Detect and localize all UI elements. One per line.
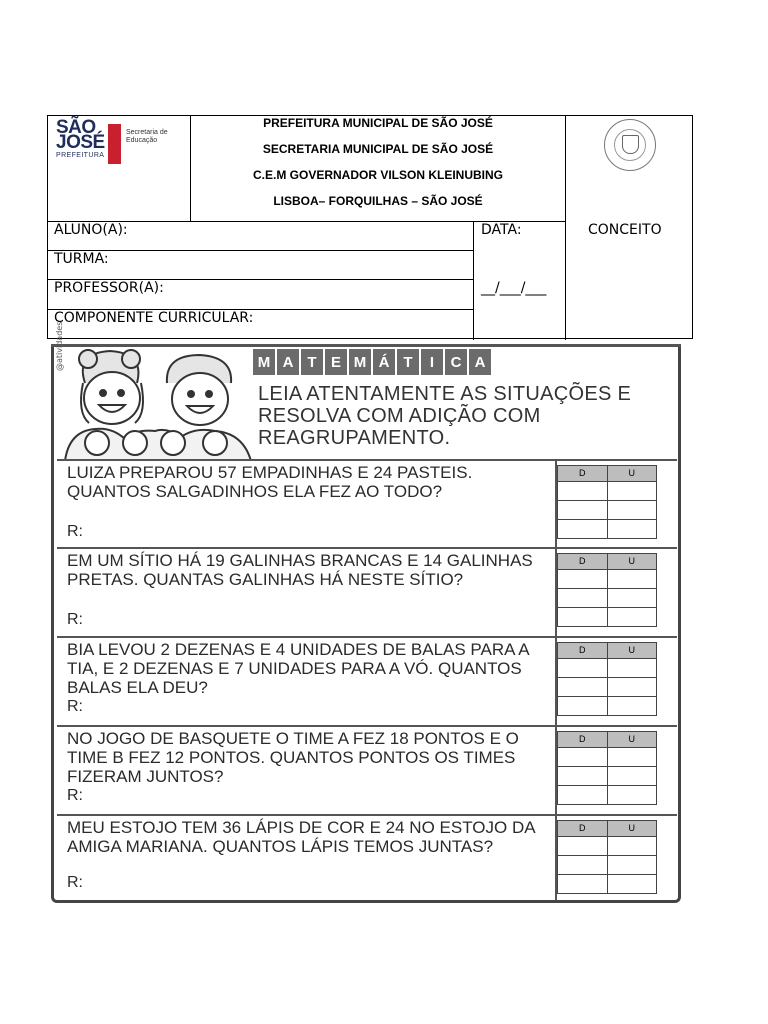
logo-secretaria bbox=[126, 129, 168, 145]
banner-letter: M bbox=[349, 349, 371, 375]
header-line: PREFEITURA MUNICIPAL DE SÃO JOSÉ bbox=[263, 116, 493, 130]
student-name-field[interactable]: ALUNO(A): bbox=[54, 222, 128, 238]
header-line: C.E.M GOVERNADOR VILSON KLEINUBING bbox=[252, 168, 503, 182]
date-field[interactable]: __/___/___ bbox=[481, 280, 547, 296]
problem-item bbox=[57, 459, 677, 547]
seal-shield-icon bbox=[622, 135, 639, 154]
problem-text: LUIZA PREPAROU 57 EMPADINHAS E 24 PASTEIS. QUANTOS SALGADINHOS ELA FEZ AO TODO? bbox=[67, 463, 473, 501]
logo-badge-icon bbox=[108, 124, 121, 164]
problem-item bbox=[57, 547, 677, 636]
du-header-u: U bbox=[628, 823, 635, 833]
logo-secretaria-line1: Secretaria de bbox=[126, 129, 168, 136]
problem-item bbox=[57, 814, 677, 900]
answer-label[interactable]: R: bbox=[67, 787, 83, 804]
divider bbox=[473, 221, 474, 340]
banner-letter: E bbox=[325, 349, 347, 375]
credit-text: @atividades bbox=[55, 321, 64, 371]
du-grid[interactable] bbox=[557, 553, 657, 627]
banner-letter: A bbox=[277, 349, 299, 375]
sao-jose-logo bbox=[54, 117, 186, 166]
logo-prefeitura: PREFEITURA bbox=[56, 152, 105, 159]
header-table bbox=[47, 115, 693, 339]
answer-label[interactable]: R: bbox=[67, 874, 83, 891]
du-grid[interactable] bbox=[557, 820, 657, 894]
answer-label[interactable]: R: bbox=[67, 523, 83, 540]
du-header-u: U bbox=[628, 556, 635, 566]
class-field[interactable]: TURMA: bbox=[54, 251, 109, 267]
answer-label[interactable]: R: bbox=[67, 611, 83, 628]
du-header-d: D bbox=[558, 643, 608, 658]
banner-letter: C bbox=[445, 349, 467, 375]
banner-letter: T bbox=[301, 349, 323, 375]
du-header-d: D bbox=[558, 821, 608, 836]
date-label: DATA: bbox=[481, 222, 522, 238]
banner-letter: M bbox=[253, 349, 275, 375]
answer-label[interactable]: R: bbox=[67, 698, 83, 715]
du-header-u: U bbox=[628, 734, 635, 744]
logo-name-line2: JOSÉ bbox=[56, 132, 105, 153]
math-worksheet bbox=[47, 321, 687, 907]
logo-name bbox=[56, 117, 105, 153]
problem-text: EM UM SÍTIO HÁ 19 GALINHAS BRANCAS E 14 GALINHAS PRETAS. QUANTAS GALINHAS HÁ NESTE SÍTIO? bbox=[67, 551, 533, 589]
du-header-d: D bbox=[558, 732, 608, 747]
instructions: LEIA ATENTAMENTE AS SITUAÇÕES E RESOLVA COM ADIÇÃO COM REAGRUPAMENTO. bbox=[258, 383, 632, 449]
problem-item bbox=[57, 636, 677, 725]
subject-field[interactable]: COMPONENTE CURRICULAR: bbox=[54, 310, 254, 326]
subject-banner bbox=[253, 349, 493, 375]
banner-letter: I bbox=[421, 349, 443, 375]
header-line: SECRETARIA MUNICIPAL DE SÃO JOSÉ bbox=[262, 142, 494, 156]
du-header-u: U bbox=[628, 468, 635, 478]
header-line: LISBOA– FORQUILHAS – SÃO JOSÉ bbox=[273, 194, 483, 208]
column-divider bbox=[555, 459, 557, 900]
du-grid[interactable] bbox=[557, 465, 657, 539]
logo-name-line1: SÃO bbox=[56, 117, 96, 138]
teacher-field[interactable]: PROFESSOR(A): bbox=[54, 280, 164, 296]
problem-item bbox=[57, 725, 677, 814]
grade-label: CONCEITO bbox=[588, 222, 662, 238]
banner-letter: T bbox=[397, 349, 419, 375]
du-header-d: D bbox=[558, 554, 608, 569]
logo-secretaria-line2: Educação bbox=[126, 137, 158, 144]
du-grid[interactable] bbox=[557, 642, 657, 716]
du-header-d: D bbox=[558, 466, 608, 481]
du-grid[interactable] bbox=[557, 731, 657, 805]
banner-letter: A bbox=[469, 349, 491, 375]
problem-text: BIA LEVOU 2 DEZENAS E 4 UNIDADES DE BALAS PARA A TIA, E 2 DEZENAS E 7 UNIDADES PARA A VÓ. QUANTOS BALAS ELA DEU? bbox=[67, 640, 529, 697]
school-seal-icon bbox=[604, 119, 656, 171]
banner-letter: Á bbox=[373, 349, 395, 375]
divider bbox=[565, 116, 566, 340]
divider bbox=[48, 250, 473, 251]
problem-text: MEU ESTOJO TEM 36 LÁPIS DE COR E 24 NO ESTOJO DA AMIGA MARIANA. QUANTOS LÁPIS TEMOS JUNTAS? bbox=[67, 818, 535, 856]
du-header-u: U bbox=[628, 645, 635, 655]
problem-text: NO JOGO DE BASQUETE O TIME A FEZ 18 PONTOS E O TIME B FEZ 12 PONTOS. QUANTOS PONTOS OS TIMES FIZERAM JUNTOS? bbox=[67, 729, 519, 786]
kids-illustration bbox=[55, 343, 255, 461]
